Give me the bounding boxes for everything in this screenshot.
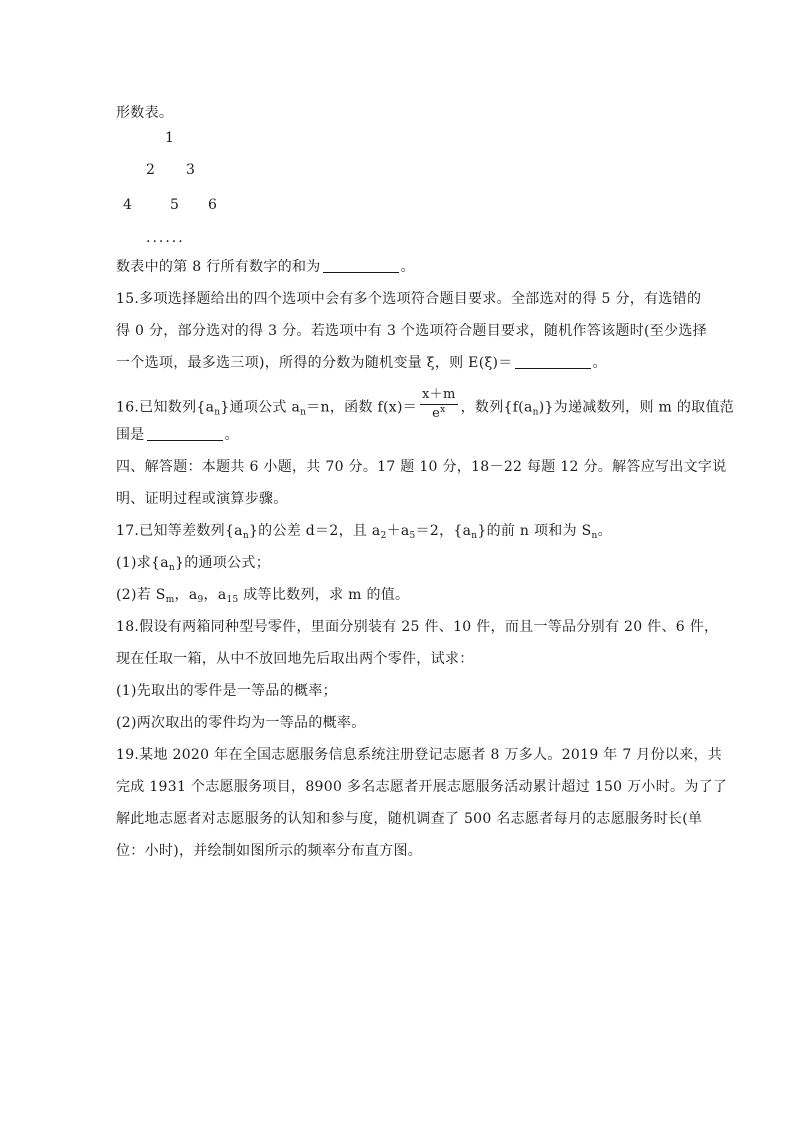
triangle-number: 1 — [165, 130, 174, 146]
fraction-denominator: $e^x$ — [432, 405, 446, 421]
question-16-line-2: 围是 。 — [116, 427, 239, 443]
question-17-part-1: (1)求$\{a_n\}$的通项公式； — [116, 555, 271, 573]
question-16-line-1: 16.已知数列$\{a_n\}$通项公式 $a_n=n$，函数 f(x)＝ $\frac{x+m}{e^x}$ ，数列$\{f(a_n)\}$为递减数列，则 m 的取值范 — [116, 387, 735, 421]
question-19-line-3: 解此地志愿者对志愿服务的认知和参与度，随机调查了 500 名志愿者每月的志愿服务时长(单 — [116, 811, 703, 827]
triangle-number: 6 — [208, 197, 217, 213]
triangle-number: 3 — [186, 162, 195, 178]
question-19-line-2: 完成 1931 个志愿服务项目，8900 多名志愿者开展志愿服务活动累计超过 150 万小时。为了了 — [116, 779, 728, 795]
question-14-line: 数表中的第 8 行所有数字的和为 。 — [116, 259, 415, 275]
triangle-ellipsis: ...... — [146, 230, 185, 246]
question-19-line-1: 19.某地 2020 年在全国志愿服务信息系统注册登记志愿者 8 万多人。2019 年 7 月份以来，共 — [116, 747, 723, 763]
fraction — [420, 386, 458, 423]
triangle-number: 4 — [123, 197, 132, 213]
question-18-line-1: 18.假设有两箱同种型号零件，里面分别装有 25 件、10 件，而且一等品分别有 20 件、6 件， — [116, 619, 719, 635]
question-19-line-4: 位：小时)，并绘制如图所示的频率分布直方图。 — [116, 843, 423, 859]
question-17-part-2: (2)若 $S_m$，$a_9$，$a_{15}$ 成等比数列，求 m 的值。 — [116, 587, 410, 605]
fraction-numerator: x＋m — [420, 386, 458, 405]
answer-blank — [515, 354, 591, 369]
section-4-line-2: 明、证明过程或演算步骤。 — [116, 491, 288, 507]
question-18-line-2: 现在任取一箱，从中不放回地先后取出两个零件，试求： — [116, 651, 474, 667]
answer-blank — [323, 258, 399, 273]
question-15-line-1: 15.多项选择题给出的四个选项中会有多个选项符合题目要求。全部选对的得 5 分，有选错的 — [116, 291, 702, 307]
section-4-line-1: 四、解答题：本题共 6 小题，共 70 分。17 题 10 分，18－22 每题 12 分。解答应写出文字说 — [116, 459, 727, 475]
question-15-line-3: 一个选项，最多选三项)，所得的分数为随机变量 ξ，则 E(ξ)＝ 。 — [116, 355, 607, 371]
question-18-part-1: (1)先取出的零件是一等品的概率； — [116, 683, 337, 699]
text-line: 形数表。 — [116, 105, 174, 121]
triangle-number: 5 — [170, 197, 179, 213]
question-18-part-2: (2)两次取出的零件均为一等品的概率。 — [116, 715, 366, 731]
question-17-line: 17.已知等差数列$\{a_n\}$的公差 d＝2，且 $a_2+a_5=2$，$\{a_n\}$的前 n 项和为 $S_n$。 — [116, 523, 612, 541]
question-15-line-2: 得 0 分，部分选对的得 3 分。若选项中有 3 个选项符合题目要求，随机作答该题时(至少选择 — [116, 323, 707, 339]
triangle-number: 2 — [146, 162, 155, 178]
answer-blank — [147, 426, 223, 441]
